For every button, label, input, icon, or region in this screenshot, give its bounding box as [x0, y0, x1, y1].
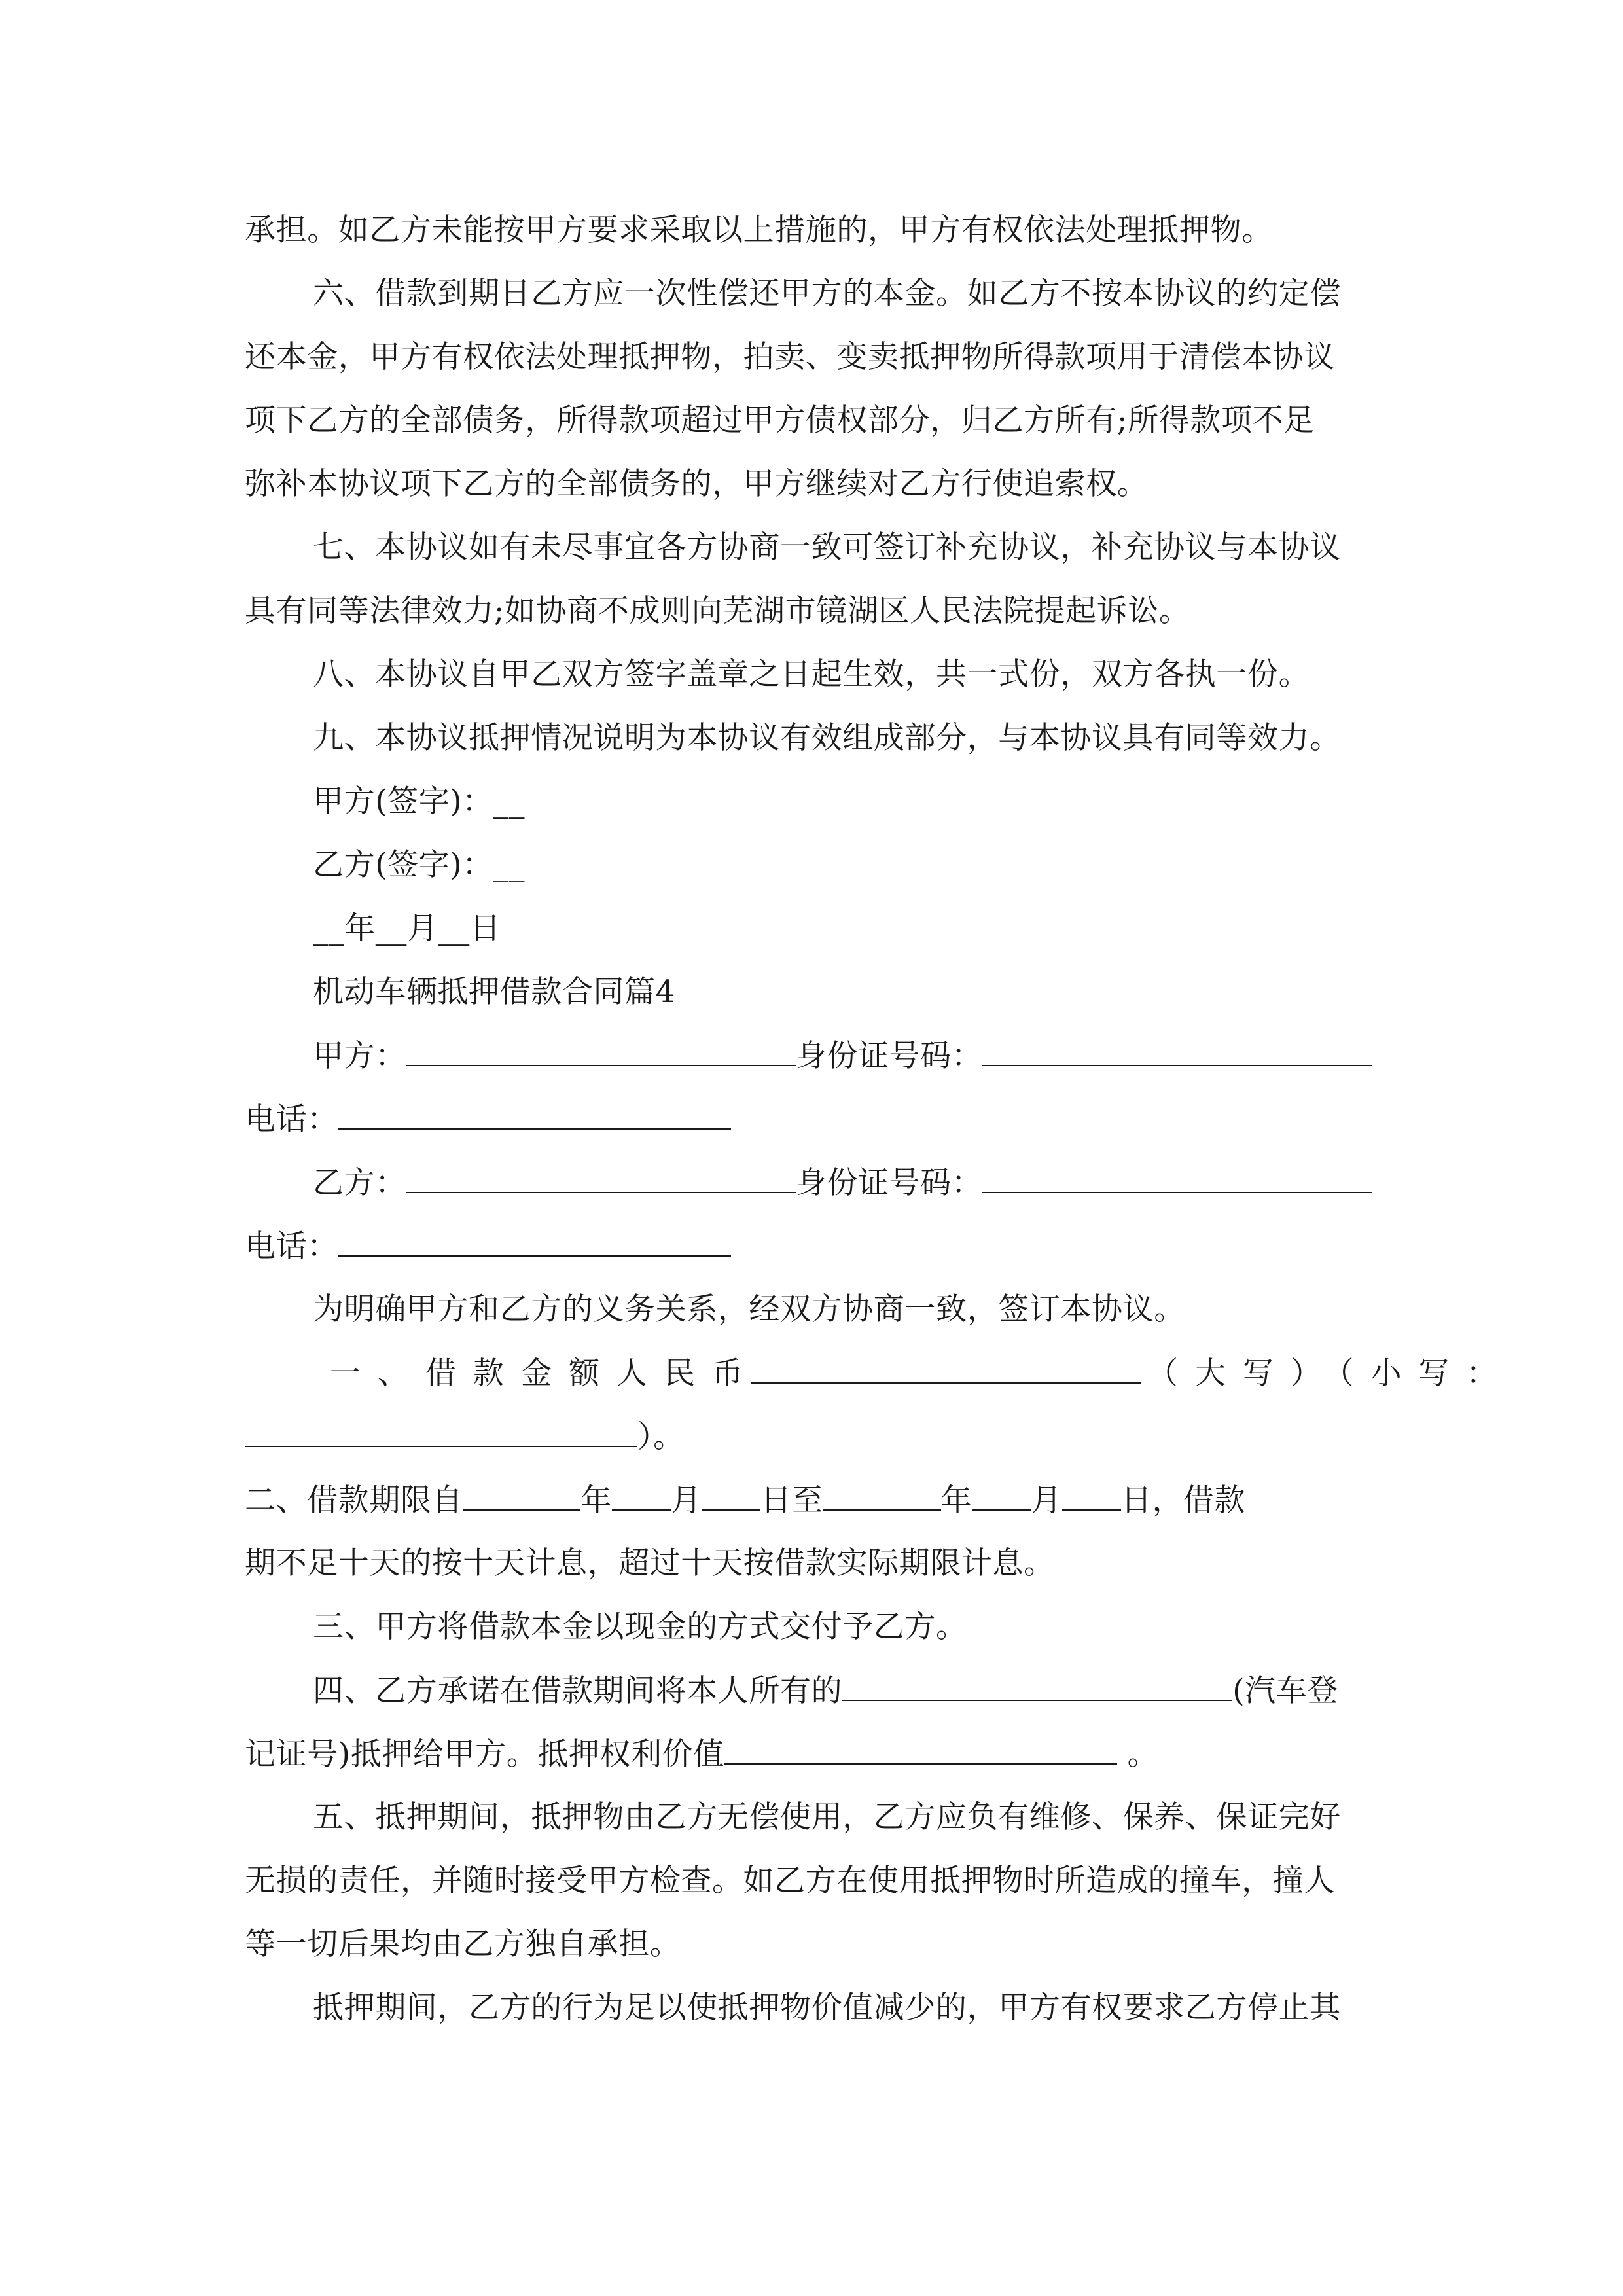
mortgage-period-paragraph: 抵押期间，乙方的行为足以使抵押物价值减少的，甲方有权要求乙方停止其 [313, 1990, 1341, 2026]
clause-4-line-1 [313, 1671, 1338, 1710]
party-a-label: 甲方： [313, 1038, 406, 1074]
mortgage-value-blank [724, 1734, 1117, 1765]
party-b-phone-blank [338, 1227, 731, 1257]
day-to-label: 日至 [760, 1482, 823, 1518]
clause-6-line-1: 六、借款到期日乙方应一次性偿还甲方的本金。如乙方不按本协议的约定偿 [313, 276, 1341, 312]
party-b-id-label: 身份证号码： [795, 1165, 983, 1201]
start-year-blank [463, 1480, 580, 1511]
month-label: 月 [1031, 1482, 1062, 1518]
party-b-label: 乙方： [313, 1165, 406, 1201]
clause-2-prefix: 二、借款期限自 [245, 1482, 463, 1518]
party-a-phone-row [245, 1100, 731, 1139]
clause-1-line-1 [330, 1354, 1514, 1393]
year-label: 年 [580, 1482, 612, 1518]
clause-5-line-3: 等一切后果均由乙方独自承担。 [245, 1926, 681, 1962]
party-a-name-blank [406, 1036, 796, 1066]
year-label: 年 [940, 1482, 972, 1518]
day-comma-label: 日，借款 [1120, 1482, 1246, 1518]
party-b-id-blank [982, 1163, 1372, 1193]
clause-4-line-2-end: 。 [1116, 1736, 1159, 1772]
clause-1-end: ）。 [637, 1419, 685, 1455]
start-day-blank [702, 1480, 760, 1511]
party-a-row [313, 1036, 1372, 1075]
clause-1-prefix: 一、借款金额人民币 [330, 1355, 760, 1391]
paragraph-line: 承担。如乙方未能按甲方要求采取以上措施的，甲方有权依法处理抵押物。 [245, 212, 1273, 248]
party-a-phone-label: 电话： [245, 1102, 338, 1138]
end-month-blank [972, 1480, 1031, 1511]
start-month-blank [612, 1480, 671, 1511]
clause-8: 八、本协议自甲乙双方签字盖章之日起生效，共一式份，双方各执一份。 [313, 656, 1310, 692]
loan-amount-blank [751, 1354, 1141, 1384]
clause-4-line-2-prefix: 记证号)抵押给甲方。抵押权利价值 [245, 1736, 724, 1772]
clause-2-line-1 [245, 1480, 1245, 1520]
clause-5-line-1: 五、抵押期间，抵押物由乙方无偿使用，乙方应负有维修、保养、保证完好 [313, 1799, 1341, 1835]
end-day-blank [1062, 1480, 1121, 1511]
end-year-blank [823, 1480, 941, 1511]
party-b-signature: 乙方(签字)：__ [313, 847, 526, 883]
clause-4-line-2 [245, 1734, 1158, 1774]
clause-7-line-1: 七、本协议如有未尽事宜各方协商一致可签订补充协议，补充协议与本协议 [313, 529, 1341, 565]
party-a-signature: 甲方(签字)：__ [313, 783, 526, 819]
party-a-id-label: 身份证号码： [795, 1038, 983, 1074]
clause-4-prefix: 四、乙方承诺在借款期间将本人所有的 [313, 1673, 843, 1709]
clause-5-line-2: 无损的责任，并随时接受甲方检查。如乙方在使用抵押物时所造成的撞车，撞人 [245, 1863, 1335, 1899]
signing-date: __年__月__日 [313, 910, 501, 946]
party-a-phone-blank [338, 1100, 731, 1130]
month-label: 月 [670, 1482, 702, 1518]
party-b-phone-label: 电话： [245, 1229, 338, 1265]
party-b-row [313, 1163, 1372, 1202]
clause-3: 三、甲方将借款本金以现金的方式交付予乙方。 [313, 1609, 967, 1645]
clause-6-line-4: 弥补本协议项下乙方的全部债务的，甲方继续对乙方行使追索权。 [245, 466, 1149, 502]
party-a-id-blank [982, 1036, 1372, 1066]
clause-6-line-3: 项下乙方的全部债务，所得款项超过甲方债权部分，归乙方所有;所得款项不足 [245, 403, 1315, 439]
loan-amount-lowercase-blank [245, 1417, 637, 1447]
clause-1-mid: （大写）（小写： [1147, 1355, 1514, 1391]
clause-4-suffix: (汽车登 [1232, 1673, 1338, 1709]
vehicle-registration-blank [842, 1671, 1232, 1701]
clause-9: 九、本协议抵押情况说明为本协议有效组成部分，与本协议具有同等效力。 [313, 720, 1341, 756]
party-b-phone-row [245, 1227, 731, 1266]
section-title: 机动车辆抵押借款合同篇4 [313, 974, 676, 1010]
party-b-name-blank [406, 1163, 796, 1193]
intro-paragraph: 为明确甲方和乙方的义务关系，经双方协商一致，签订本协议。 [313, 1291, 1185, 1327]
clause-2-line-2: 期不足十天的按十天计息，超过十天按借款实际期限计息。 [245, 1545, 1055, 1581]
clause-6-line-2: 还本金，甲方有权依法处理抵押物，拍卖、变卖抵押物所得款项用于清偿本协议 [245, 339, 1335, 375]
clause-1-line-2 [245, 1417, 685, 1456]
clause-7-line-2: 具有同等法律效力;如协商不成则向芜湖市镜湖区人民法院提起诉讼。 [245, 593, 1190, 629]
